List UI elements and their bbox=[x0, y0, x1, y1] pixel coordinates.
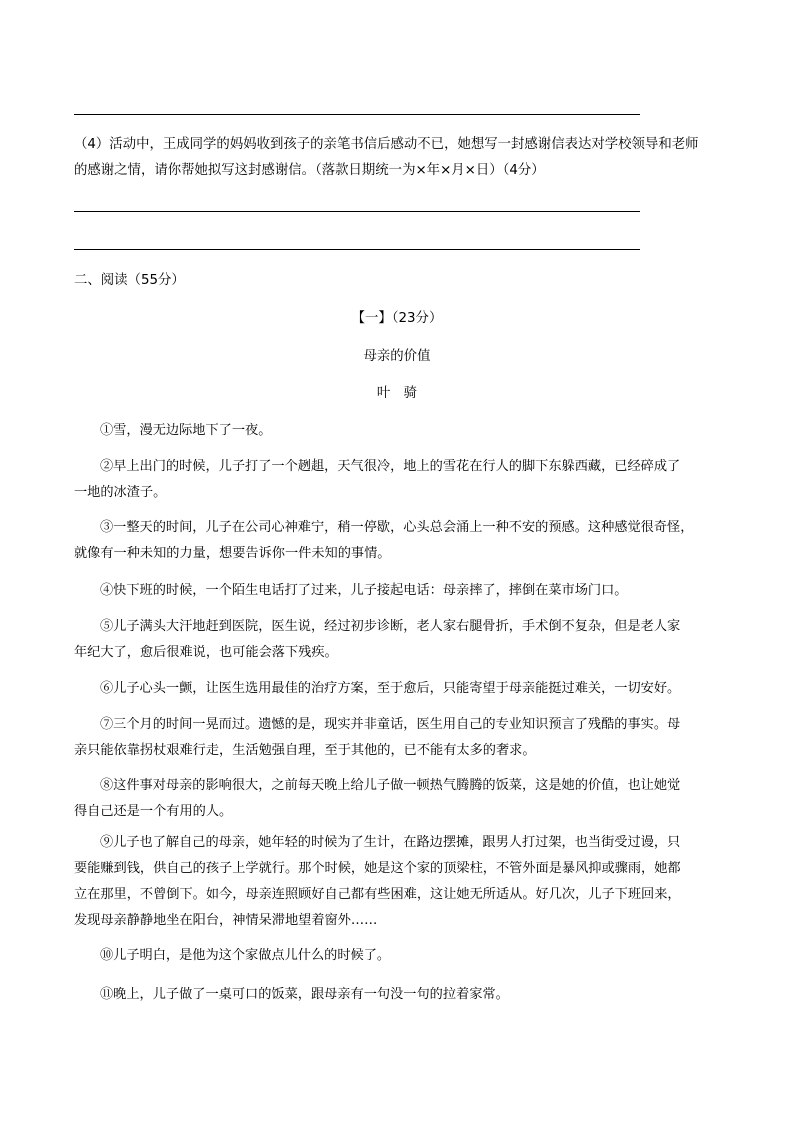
question-4-line-1: （4）活动中，王成同学的妈妈收到孩子的亲笔书信后感动不已，她想写一封感谢信表达对学校领导和老师 bbox=[74, 137, 699, 152]
paragraph-line: ②早上出门的时候，儿子打了一个趔趄，天气很冷，地上的雪花在行人的脚下东躲西藏，已经碎成了 bbox=[100, 459, 681, 474]
question-4-line-2: 的感谢之情，请你帮她拟写这封感谢信。（落款日期统一为×年×月×日）（4分） bbox=[74, 163, 545, 178]
part-label: 【一】（23分） bbox=[351, 311, 443, 326]
paragraph-line: 要能赚到钱，供自己的孩子上学就行。那个时候，她是这个家的顶梁柱，不管外面是暴风抑或骤雨，她都 bbox=[74, 861, 681, 876]
paragraph-11: ⑪晚上，儿子做了一桌可口的饭菜，跟母亲有一句没一句的拉着家常。 bbox=[100, 987, 509, 1002]
paragraph-line: 亲只能依靠拐杖艰难行走，生活勉强自理，至于其他的，已不能有太多的奢求。 bbox=[74, 743, 536, 758]
paragraph-line: 得自己还是一个有用的人。 bbox=[74, 804, 233, 819]
paragraph-8 bbox=[74, 773, 726, 825]
article-title: 母亲的价值 bbox=[363, 349, 431, 364]
paragraph-3 bbox=[74, 515, 726, 567]
paragraph-4: ④快下班的时候，一个陌生电话打了过来，儿子接起电话：母亲摔了，摔倒在菜市场门口。 bbox=[100, 583, 628, 598]
paragraph-line: ⑨儿子也了解自己的母亲，她年轻的时候为了生计，在路边摆摊，跟男人打过架，也当街受过谩，只 bbox=[100, 835, 681, 850]
paragraph-5 bbox=[74, 614, 726, 666]
answer-line bbox=[74, 211, 640, 212]
paragraph-line: 年纪大了，愈后很难说，也可能会落下残疾。 bbox=[74, 645, 338, 660]
paragraph-line: 发现母亲静静地坐在阳台，神情呆滞地望着窗外…… bbox=[74, 913, 378, 928]
paragraph-9 bbox=[74, 830, 726, 934]
paragraph-line: 立在那里，不曾倒下。如今，母亲连照顾好自己都有些困难，这让她无所适从。好几次，儿子下班回来， bbox=[74, 887, 681, 902]
section-heading: 二、阅读（55分） bbox=[74, 273, 185, 288]
paragraph-1: ①雪，漫无边际地下了一夜。 bbox=[100, 423, 272, 438]
paragraph-7 bbox=[74, 712, 726, 764]
paragraph-10: ⑩儿子明白，是他为这个家做点儿什么的时候了。 bbox=[100, 948, 391, 963]
paragraph-6: ⑥儿子心头一颤，让医生选用最佳的治疗方案，至于愈后，只能寄望于母亲能挺过难关，一切安好。 bbox=[100, 681, 681, 696]
paragraph-2 bbox=[74, 454, 726, 506]
answer-line bbox=[74, 249, 640, 250]
paragraph-line: 一地的冰渣子。 bbox=[74, 485, 167, 500]
paragraph-line: ⑦三个月的时间一晃而过。遗憾的是，现实并非童话，医生用自己的专业知识预言了残酷的事实。母 bbox=[100, 717, 681, 732]
paragraph-line: ③一整天的时间，儿子在公司心神难宁，稍一停歇，心头总会涌上一种不安的预感。这种感觉很奇怪， bbox=[100, 520, 694, 535]
answer-line bbox=[74, 114, 640, 115]
paragraph-line: ⑧这件事对母亲的影响很大，之前每天晚上给儿子做一顿热气腾腾的饭菜，这是她的价值，也让她觉 bbox=[100, 778, 681, 793]
paragraph-line: ⑤儿子满头大汗地赶到医院，医生说，经过初步诊断，老人家右腿骨折，手术倒不复杂，但是老人家 bbox=[100, 619, 681, 634]
article-author: 叶 骑 bbox=[376, 386, 418, 401]
paragraph-line: 就像有一种未知的力量，想要告诉你一件未知的事情。 bbox=[74, 546, 391, 561]
